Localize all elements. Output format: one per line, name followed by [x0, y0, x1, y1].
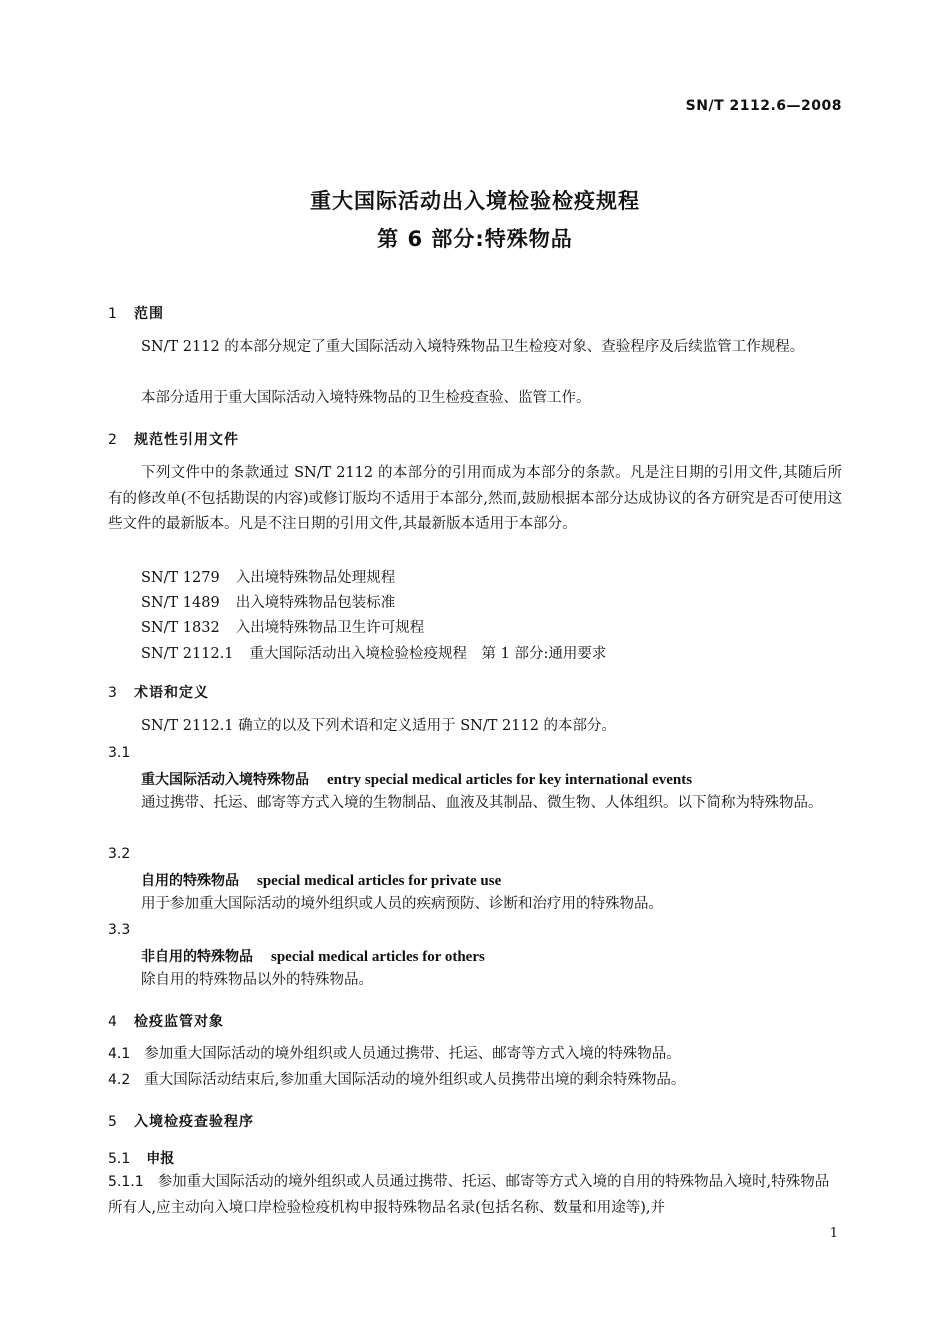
- reference-code: SN/T 1279: [141, 570, 220, 586]
- clause-text: 重大国际活动结束后,参加重大国际活动的境外组织或人员携带出境的剩余特殊物品。: [144, 1072, 686, 1088]
- clause-number: 4.1: [108, 1046, 131, 1062]
- section-heading-4: [108, 1011, 224, 1031]
- reference-item: [141, 566, 395, 587]
- clause-number: 5.1.1: [108, 1174, 144, 1190]
- clause: [108, 1068, 842, 1094]
- term-definition: 除自用的特殊物品以外的特殊物品。: [141, 972, 373, 988]
- reference-item: [141, 616, 424, 637]
- section-title: 入境检疫查验程序: [134, 1114, 254, 1130]
- term-en: special medical articles for others: [271, 949, 485, 965]
- reference-code: SN/T 1489: [141, 595, 220, 611]
- subsection-number: 5.1: [108, 1151, 131, 1167]
- section-number: 2: [108, 432, 118, 448]
- section-heading-5: [108, 1111, 254, 1131]
- term-zh: 自用的特殊物品: [141, 873, 239, 889]
- section-number: 5: [108, 1114, 118, 1130]
- section-heading-3: [108, 682, 209, 702]
- term-en: entry special medical articles for key international events: [327, 772, 693, 788]
- term-definition: 用于参加重大国际活动的境外组织或人员的疾病预防、诊断和治疗用的特殊物品。: [141, 896, 663, 912]
- page-number: 1: [829, 1226, 838, 1241]
- section-title: 范围: [134, 306, 164, 322]
- reference-name: 入出境特殊物品处理规程: [235, 570, 396, 586]
- paragraph: 本部分适用于重大国际活动入境特殊物品的卫生检疫查验、监管工作。: [141, 390, 591, 406]
- term-entry: [141, 769, 692, 789]
- clause-text: 参加重大国际活动的境外组织或人员通过携带、托运、邮寄等方式入境的自用的特殊物品入境时,特殊物品所有人,应主动向入境口岸检验检疫机构申报特殊物品名录(包括名称、数量和用途等),并: [108, 1174, 830, 1216]
- term-zh: 重大国际活动入境特殊物品: [141, 772, 309, 788]
- subsection-heading: [108, 1148, 174, 1168]
- document-title: 重大国际活动出入境检验检疫规程: [310, 189, 640, 213]
- reference-name: 重大国际活动出入境检验检疫规程 第 1 部分:通用要求: [249, 646, 607, 662]
- reference-item: [141, 642, 606, 663]
- clause-number: 4.2: [108, 1072, 131, 1088]
- section-number: 1: [108, 306, 118, 322]
- term-number: 3.3: [108, 922, 131, 938]
- term-zh: 非自用的特殊物品: [141, 949, 253, 965]
- reference-item: [141, 591, 395, 612]
- subsection-title: 申报: [146, 1151, 175, 1167]
- term-entry: [141, 870, 501, 890]
- paragraph: SN/T 2112.1 确立的以及下列术语和定义适用于 SN/T 2112 的本部分。: [141, 718, 617, 734]
- section-number: 4: [108, 1014, 118, 1030]
- term-number: 3.1: [108, 745, 131, 761]
- clause: [108, 1170, 842, 1221]
- section-title: 术语和定义: [134, 685, 209, 701]
- document-subtitle: 第 6 部分:特殊物品: [377, 227, 573, 251]
- clause-text: 参加重大国际活动的境外组织或人员通过携带、托运、邮寄等方式入境的特殊物品。: [144, 1046, 681, 1062]
- section-title: 检疫监管对象: [134, 1014, 224, 1030]
- reference-name: 入出境特殊物品卫生许可规程: [235, 620, 425, 636]
- reference-name: 出入境特殊物品包装标准: [235, 595, 396, 611]
- paragraph: SN/T 2112 的本部分规定了重大国际活动入境特殊物品卫生检疫对象、查验程序及后续监管工作规程。: [141, 339, 805, 355]
- section-title: 规范性引用文件: [134, 432, 239, 448]
- term-en: special medical articles for private use: [257, 873, 502, 889]
- clause: [108, 1042, 842, 1068]
- term-entry: [141, 946, 485, 966]
- section-number: 3: [108, 685, 118, 701]
- section-heading-1: [108, 303, 164, 323]
- reference-code: SN/T 1832: [141, 620, 220, 636]
- section-heading-2: [108, 429, 239, 449]
- term-definition: 通过携带、托运、邮寄等方式入境的生物制品、血液及其制品、微生物、人体组织。以下简称为特殊物品。: [141, 795, 823, 811]
- term-number: 3.2: [108, 846, 131, 862]
- standard-code: SN/T 2112.6—2008: [685, 98, 842, 114]
- paragraph: 下列文件中的条款通过 SN/T 2112 的本部分的引用而成为本部分的条款。凡是注日期的引用文件,其随后所有的修改单(不包括勘误的内容)或修订版均不适用于本部分,然而,鼓励根据本部分达成协议的各方研究是否可使用这些文件的最新版本。凡是不注日期的引用文件,其最新版本适用于本部分。: [108, 465, 842, 532]
- reference-code: SN/T 2112.1: [141, 646, 234, 662]
